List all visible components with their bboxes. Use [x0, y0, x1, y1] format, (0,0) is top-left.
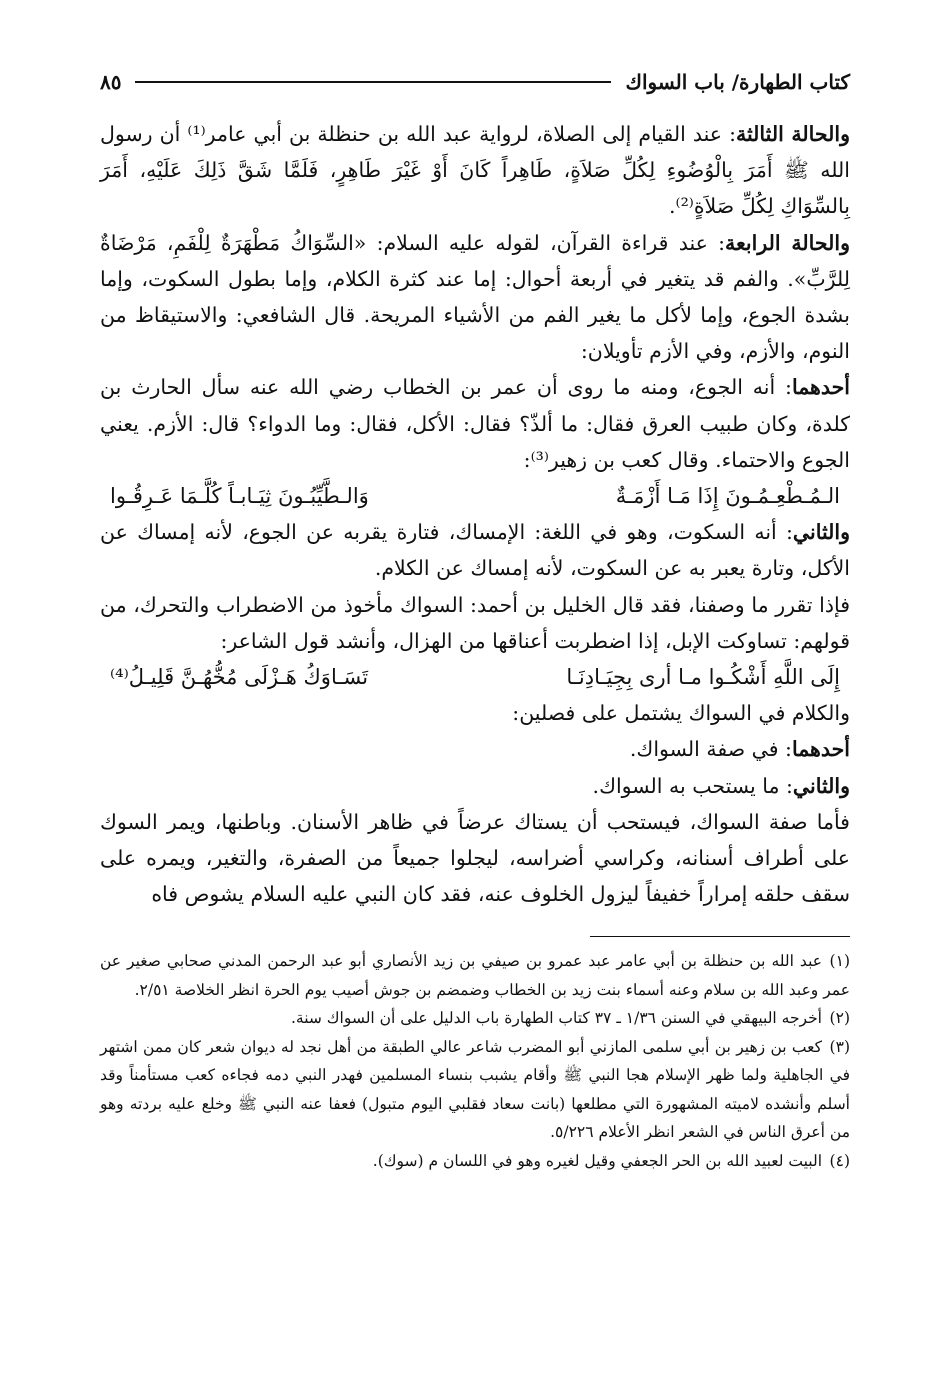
- footnote-number: (٣): [829, 1037, 850, 1056]
- running-header: [100, 62, 850, 102]
- paragraph-fourth-case: [100, 225, 850, 370]
- paragraph-text: : أنه السكوت، وهو في اللغة: الإمساك، فتارة يقربه عن الجوع، لأنه إمساك عن الأكل، وتارة يعبر به عن السكوت، لأنه إمساك عن الكلام.: [100, 520, 850, 581]
- paragraph-text: فإذا تقرر ما وصفنا، فقد قال الخليل بن أحمد: السواك مأخوذ من الاضطراب والتحرك، من قولهم: تساوكت الإبل، إذا اضطربت أعناقها من الهزال، وأنشد قول الشاعر:: [100, 592, 850, 653]
- chapter-title: كتاب الطهارة/ باب السواك: [625, 70, 850, 94]
- paragraph-label: أحدهما: [791, 375, 850, 400]
- footnotes: [100, 947, 850, 1175]
- paragraph-text: : أنه الجوع، ومنه ما روى أن عمر بن الخطاب رضي الله عنه سأل الحارث بن كلدة، وكان طبيب العرق فقال: ما ألذّ؟ فقال: الأكل، فقال: وما الدواء؟ قال: الأزم. يعني الجوع والاحتماء. وقال كعب بن زهير⁽³⁾:: [100, 375, 850, 472]
- paragraph-label: والحالة الثالثة: [735, 122, 850, 146]
- paragraph-first-meaning: [100, 369, 850, 478]
- paragraph-label: والثاني: [792, 773, 850, 798]
- footnote-number: (٤): [829, 1151, 850, 1170]
- poem-verse-2: [100, 659, 850, 695]
- footnote-text: البيت لعبيد الله بن الحر الجعفي وقيل لغيره وهو في اللسان م (سوك).: [372, 1151, 822, 1170]
- verse-first-hemistich: الـمُـطْعِـمُـونَ إِذَا مَـا أَزْمَـةٌ: [615, 484, 840, 509]
- paragraph-text: : ما يستحب به السواك.: [592, 773, 793, 798]
- verse-first-hemistich: إِلَى اللَّهِ أَشْكُـوا مـا أرى بِجِيَـادِنَـا: [566, 665, 840, 690]
- page-number: ٨٥: [100, 70, 122, 94]
- paragraph-khalil: [100, 587, 850, 659]
- paragraph-text: : عند القيام إلى الصلاة، لرواية عبد الله بن حنظلة بن أبي عامر⁽¹⁾ أن رسول الله ﷺ أَمَرَ بِالْوُضُوءِ لِكُلِّ صَلاَةٍ، طَاهِراً كَانَ أَوْ غَيْرَ طَاهِرٍ، فَلَمَّا شَقَّ ذَلِكَ عَلَيْهِ، أَمَرَ بِالسِّوَاكِ لِكُلِّ صَلاَةٍ⁽²⁾.: [100, 122, 850, 219]
- main-text: [100, 116, 850, 912]
- poem-verse-1: [100, 478, 850, 514]
- footnote-text: كعب بن زهير بن أبي سلمى المازني أبو المضرب شاعر عالي الطبقة من أهل نجد له ديوان شعر كان ممن اشتهر في الجاهلية ولما ظهر الإسلام هجا النبي ﷺ وأقام يشبب بنساء المسلمين فهدر النبي دمه فجاءه كعب مستأمناً وقد أسلم وأنشده لاميته المشهورة التي مطلعها (بانت سعاد فقلبي اليوم متبول) فعفا عنه النبي ﷺ وخلع عليه بردته وهو من أعرق الناس في الشعر انظر الأعلام ٥/٢٢٦.: [100, 1037, 850, 1142]
- paragraph-text: : عند قراءة القرآن، لقوله عليه السلام: «السِّوَاكُ مَطْهَرَةٌ لِلْفَمِ، مَرْضَاةٌ لِلرَّبِّ». والفم قد يتغير في أربعة أحوال: إما عند كثرة الكلام، وإما بطول السكوت، وإما بشدة الجوع، وإما لأكل ما يغير الفم من الأشياء المريحة. قال الشافعي: والاستيقاظ من النوم، والأزم، وفي الأزم تأويلان:: [100, 230, 850, 364]
- paragraph-section-one: [100, 731, 850, 767]
- footnote-item: [100, 947, 850, 1004]
- footnote-number: (٢): [829, 1009, 850, 1028]
- paragraph-two-sections: [100, 695, 850, 731]
- footnote-text: عبد الله بن حنظلة بن أبي عامر عبد عمرو بن صيفي بن زيد الأنصاري أبو عبد الرحمن المدني صحابي صغير عن عمر وعبد الله بن سلام وعنه أسماء بنت زيد بن الخطاب وضمضم بن جوش أصيب يوم الحرة انظر الخلاصة ٢/٥١.: [100, 952, 850, 999]
- footnote-item: [100, 1004, 850, 1033]
- paragraph-label: والحالة الرابعة: [725, 230, 850, 255]
- footnote-separator: [590, 936, 850, 937]
- paragraph-text: : في صفة السواك.: [629, 737, 792, 762]
- footnote-text: أخرجه البيهقي في السنن ١/٣٦ ـ ٣٧ كتاب الطهارة باب الدليل على أن السواك سنة.: [290, 1009, 822, 1028]
- paragraph-siwak-description: [100, 804, 850, 913]
- footnote-item: [100, 1033, 850, 1147]
- footnote-number: (١): [829, 952, 850, 971]
- paragraph-third-case: [100, 116, 850, 225]
- footnote-item: [100, 1147, 850, 1176]
- verse-second-hemistich: وَالـطَّيِّبُـونَ ثِيَـابـاً كُلَّـمَا عَـرِقُـوا: [110, 484, 369, 509]
- paragraph-second-meaning: [100, 514, 850, 586]
- paragraph-text: والكلام في السواك يشتمل على فصلين:: [512, 701, 850, 726]
- verse-second-hemistich: تَسَـاوَكُ هَـزْلَى مُخُّهُـنَّ قَلِيـلُ⁽⁴⁾: [110, 665, 369, 690]
- header-rule: [135, 81, 611, 83]
- paragraph-label: والثاني: [792, 520, 850, 545]
- paragraph-section-two: [100, 768, 850, 804]
- paragraph-label: أحدهما: [791, 737, 850, 762]
- paragraph-text: فأما صفة السواك، فيستحب أن يستاك عرضاً في ظاهر الأسنان. وباطنها، ويمر السوك على أطراف أسنانه، وكراسي أضراسه، ليجلوا جميعاً من الصفرة، والتغير، ويمره على سقف حلقه إمراراً خفيفاً ليزول الخلوف عنه، فقد كان النبي عليه السلام يشوص فاه: [100, 809, 850, 907]
